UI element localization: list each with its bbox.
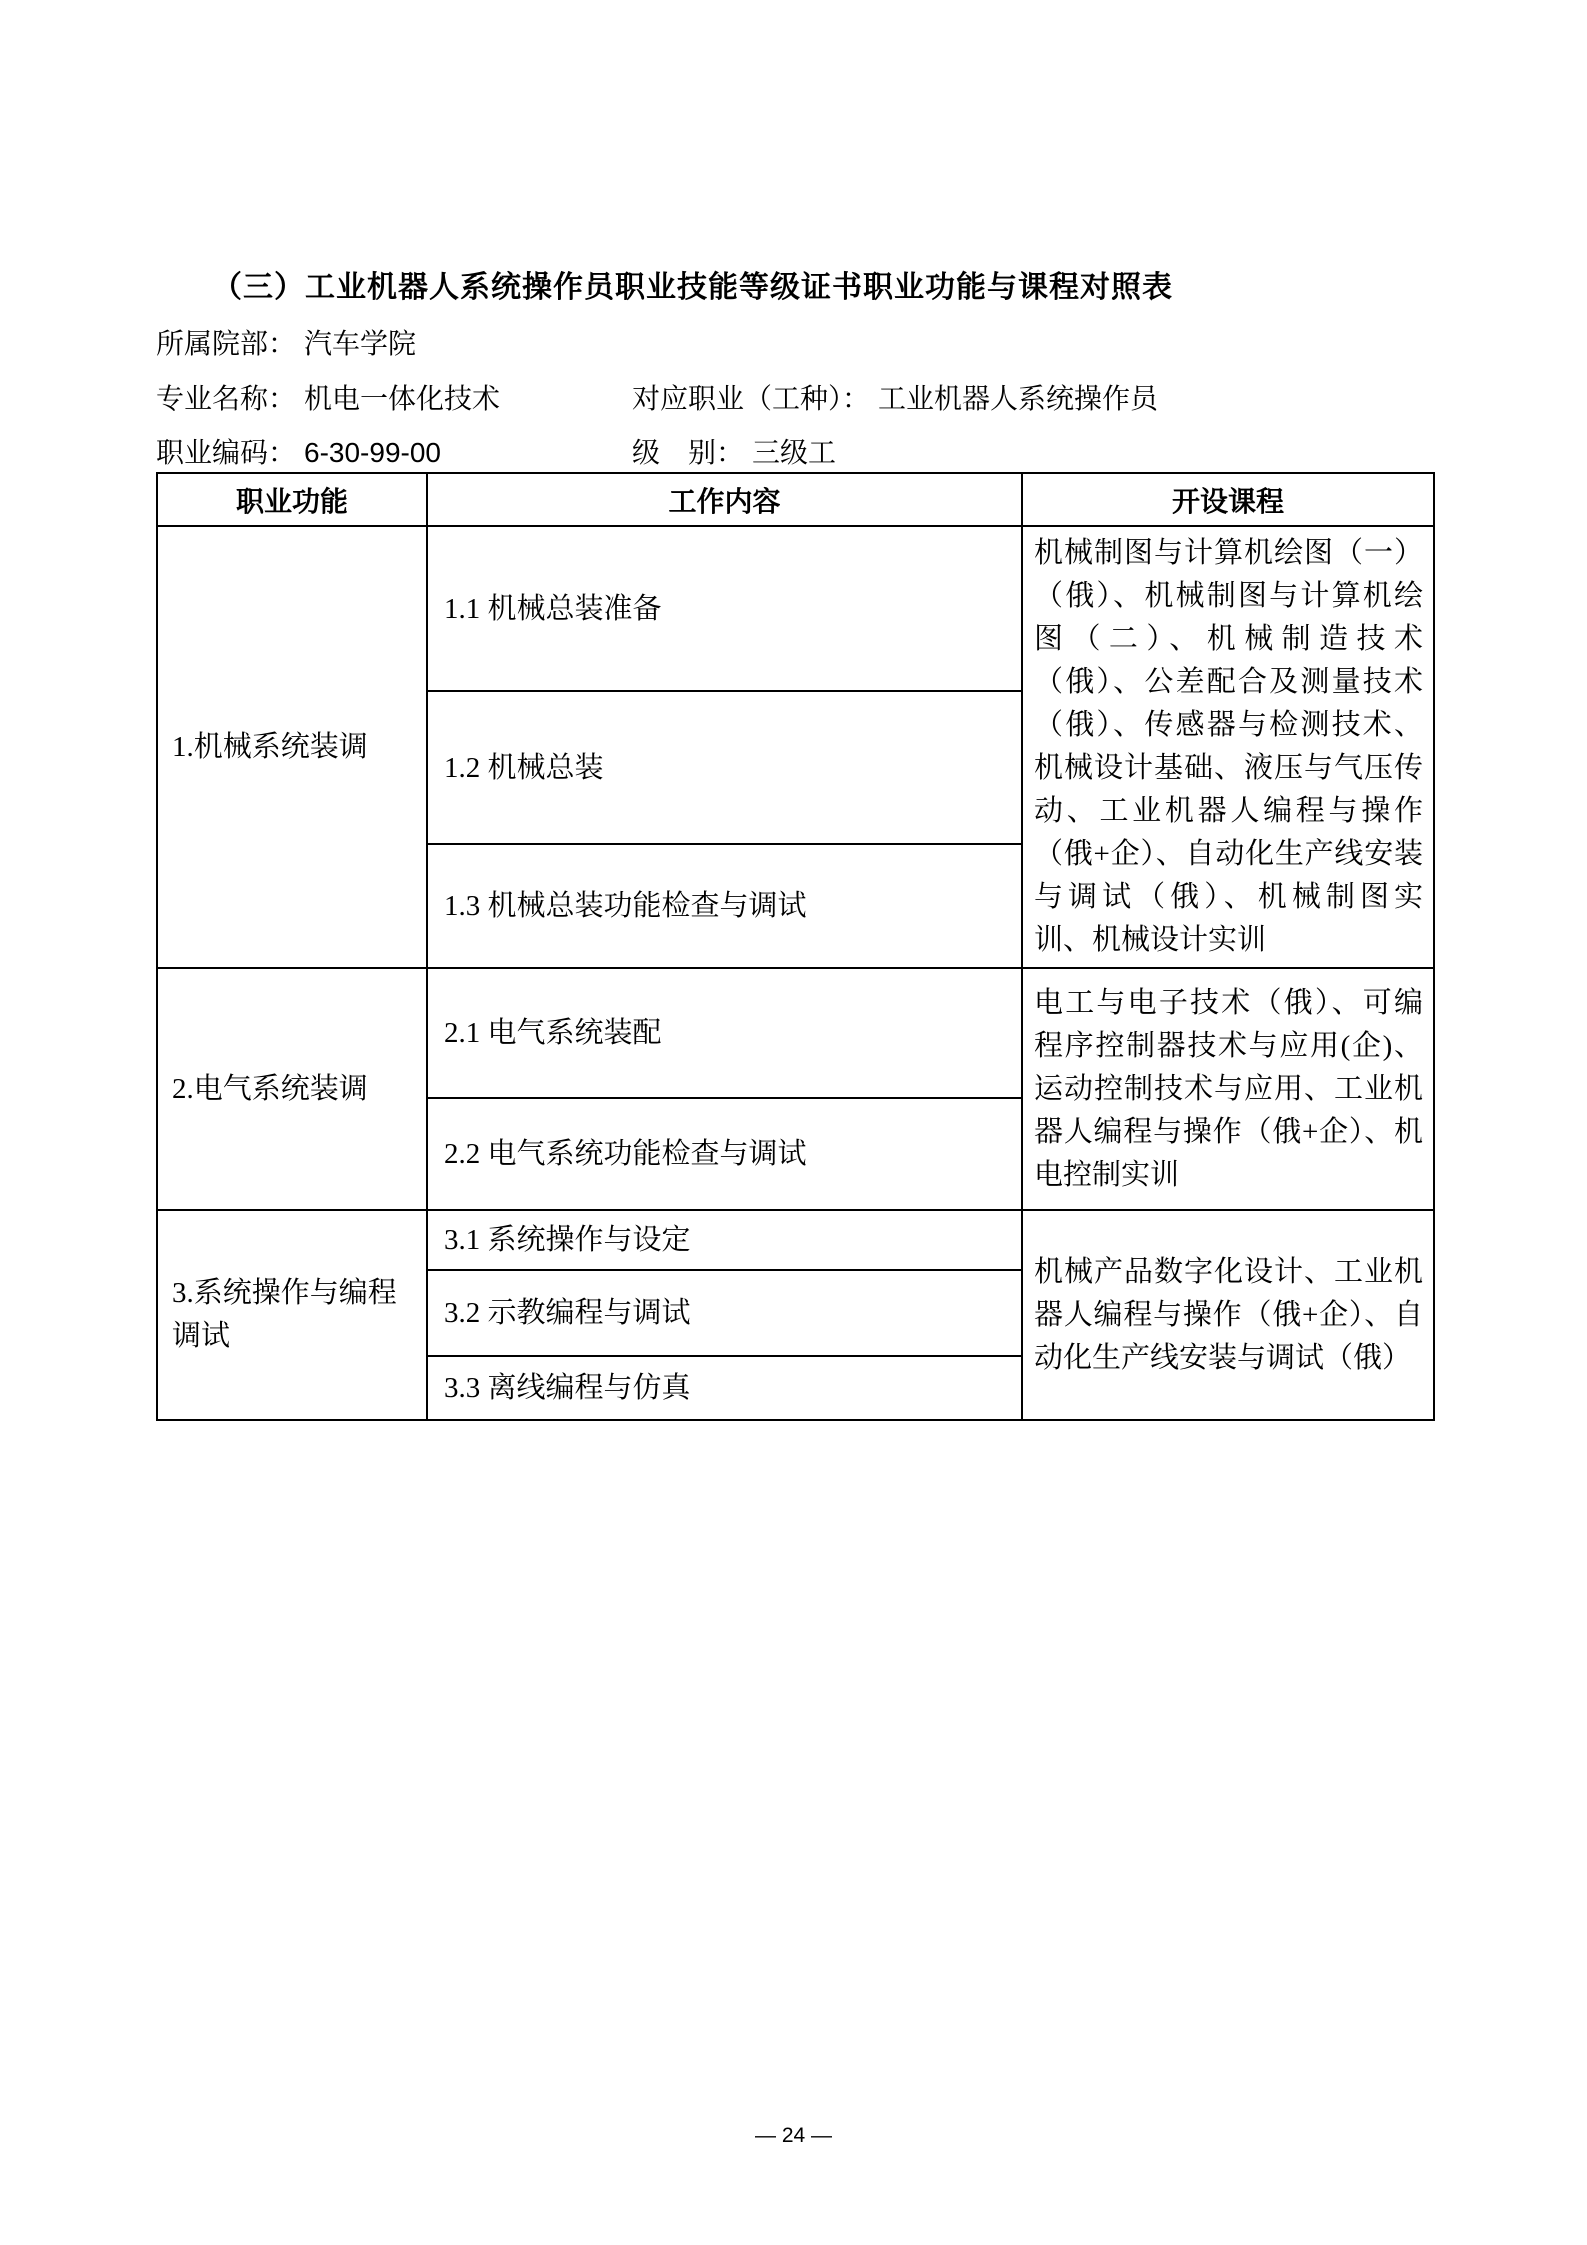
major-value: 机电一体化技术: [304, 383, 501, 414]
info-line-code-level: [156, 431, 1436, 471]
function-course-table: [156, 472, 1435, 1421]
function-cell-2: 2.电气系统装调: [157, 968, 427, 1210]
table-header-row: [157, 473, 1434, 526]
info-line-major-occupation: [156, 377, 1436, 417]
level-label: 级 别：: [632, 437, 745, 468]
institute-value: 汽车学院: [304, 328, 417, 359]
task-cell-2-2: 2.2 电气系统功能检查与调试: [427, 1098, 1022, 1210]
table-row: [157, 526, 1434, 691]
function-cell-1: 1.机械系统装调: [157, 526, 427, 968]
table-row: [157, 968, 1434, 1098]
level-value: 三级工: [752, 437, 837, 468]
task-cell-1-2: 1.2 机械总装: [427, 691, 1022, 844]
occupation-value: 工业机器人系统操作员: [878, 383, 1159, 414]
task-cell-1-3: 1.3 机械总装功能检查与调试: [427, 844, 1022, 968]
page-title: （三）工业机器人系统操作员职业技能等级证书职业功能与课程对照表: [212, 271, 1173, 304]
major-label: 专业名称：: [156, 383, 297, 414]
table-row: [157, 1210, 1434, 1270]
col-header-function: 职业功能: [157, 473, 427, 526]
courses-cell-1: 机械制图与计算机绘图（一）（俄）、机械制图与计算机绘图（二）、机械制造技术（俄）、公差配合及测量技术（俄）、传感器与检测技术、机械设计基础、液压与气压传动、工业机器人编程与操作（俄+企）、自动化生产线安装与调试（俄）、机械制图实训、机械设计实训: [1022, 526, 1434, 968]
page-number: — 24 —: [754, 2124, 833, 2147]
task-cell-1-1: 1.1 机械总装准备: [427, 526, 1022, 691]
courses-cell-3: 机械产品数字化设计、工业机器人编程与操作（俄+企）、自动化生产线安装与调试（俄）: [1022, 1210, 1434, 1420]
occupation-label: 对应职业（工种）：: [632, 383, 871, 414]
level-field: [632, 431, 836, 471]
col-header-courses: 开设课程: [1022, 473, 1434, 526]
task-cell-3-2: 3.2 示教编程与调试: [427, 1270, 1022, 1356]
col-header-work-content: 工作内容: [427, 473, 1022, 526]
info-line-institute: [156, 322, 1436, 362]
institute-label: 所属院部：: [156, 328, 297, 359]
function-cell-3: 3.系统操作与编程调试: [157, 1210, 427, 1420]
task-cell-2-1: 2.1 电气系统装配: [427, 968, 1022, 1098]
task-cell-3-3: 3.3 离线编程与仿真: [427, 1356, 1022, 1420]
code-label: 职业编码：: [156, 437, 297, 468]
occupation-field: [632, 377, 1158, 417]
code-value: 6-30-99-00: [304, 437, 441, 468]
task-cell-3-1: 3.1 系统操作与设定: [427, 1210, 1022, 1270]
courses-cell-2: 电工与电子技术（俄）、可编程序控制器技术与应用(企)、运动控制技术与应用、工业机器人编程与操作（俄+企）、机电控制实训: [1022, 968, 1434, 1210]
